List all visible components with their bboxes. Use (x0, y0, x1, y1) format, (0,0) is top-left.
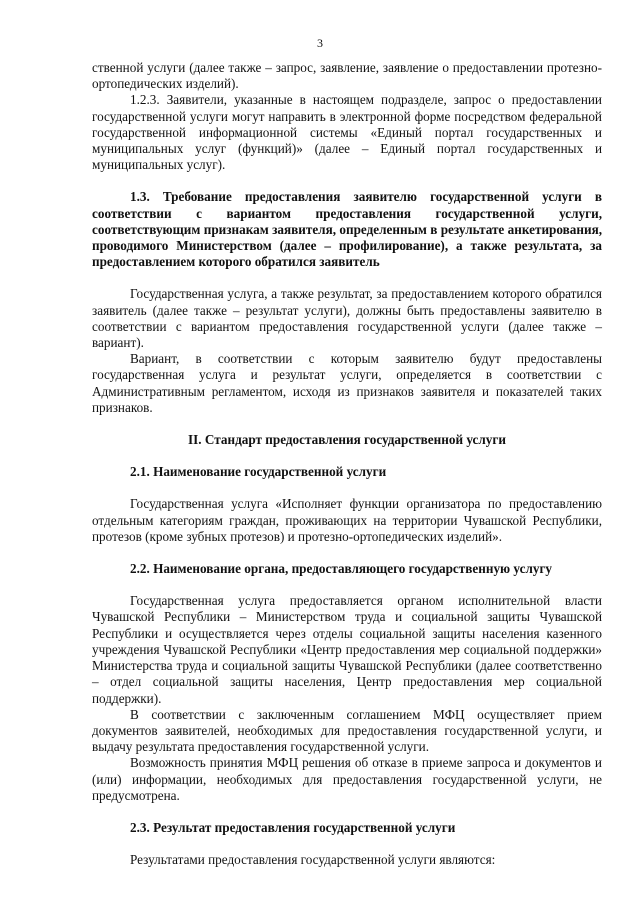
paragraph-provider: Государственная услуга предоставляется органом исполнительной власти Чувашской Республики – Министерством труда и социальной защиты Чувашской Республики и осуществляется через отделы социальной защиты населения казенного учреждения Чувашской Республики «Центр предоставления мер социальной поддержки» Министерства труда и социальной защиты Чувашской Республики (далее соответственно – отдел социальной защиты населения, Центр предоставления мер социальной поддержки). (92, 593, 602, 706)
paragraph-1-2-3: 1.2.3. Заявители, указанные в настоящем подразделе, запрос о предоставлении государственной услуги могут направить в электронной форме посредством федеральной государственной информационной системы «Единый портал государственных и муниципальных услуг (функций)» (далее – Единый портал государственных и муниципальных услуг). (92, 92, 602, 173)
paragraph-continuation: ственной услуги (далее также – запрос, заявление, заявление о предоставлении протезно-ортопедических изделий). (92, 60, 602, 92)
paragraph-service-name: Государственная услуга «Исполняет функции организатора по предоставлению отдельным категориям граждан, проживающих на территории Чувашской Республики, протезов (кроме зубных протезов) и протезно-ортопедических изделий». (92, 496, 602, 544)
paragraph-mfc-agreement: В соответствии с заключенным соглашением МФЦ осуществляет прием документов заявителей, необходимых для предоставления государственной услуги, и выдачу результата предоставления государственной услуги. (92, 706, 602, 755)
paragraph-mfc-refusal: Возможность принятия МФЦ решения об отказе в приеме запроса и документов и (или) информации, необходимых для предоставления государственной услуги, не предусмотрена. (92, 755, 602, 803)
heading-1-3: 1.3. Требование предоставления заявителю государственной услуги в соответствии с вариантом предоставления государственной услуги, соответствующим признакам заявителя, определенным в результате анкетирования, проводимого Министерством (далее – профилирование), а также результата, за предоставлением которого обратился заявитель (92, 189, 602, 270)
paragraph-variant: Вариант, в соответствии с которым заявителю будут предоставлены государственная услуга и результат услуги, определяется в соответствии с Административным регламентом, исходя из признаков заявителя и показателей таких признаков. (92, 351, 602, 415)
paragraph-results-intro: Результатами предоставления государственной услуги являются: (130, 852, 496, 868)
paragraph-service-result: Государственная услуга, а также результат, за предоставлением которого обратился заявитель (далее также – результат услуги), должны быть предоставлены заявителю в соответствии с вариантом предоставления государственной услуги (далее также – вариант). (92, 286, 602, 351)
document-page (92, 36, 602, 868)
heading-2-3: 2.3. Результат предоставления государственной услуги (130, 819, 456, 835)
heading-2-1: 2.1. Наименование государственной услуги (130, 464, 387, 480)
section-title-ii: II. Стандарт предоставления государственной услуги (188, 432, 506, 448)
page-number: 3 (317, 36, 323, 50)
heading-2-2: 2.2. Наименование органа, предоставляющего государственную услугу (130, 561, 553, 577)
